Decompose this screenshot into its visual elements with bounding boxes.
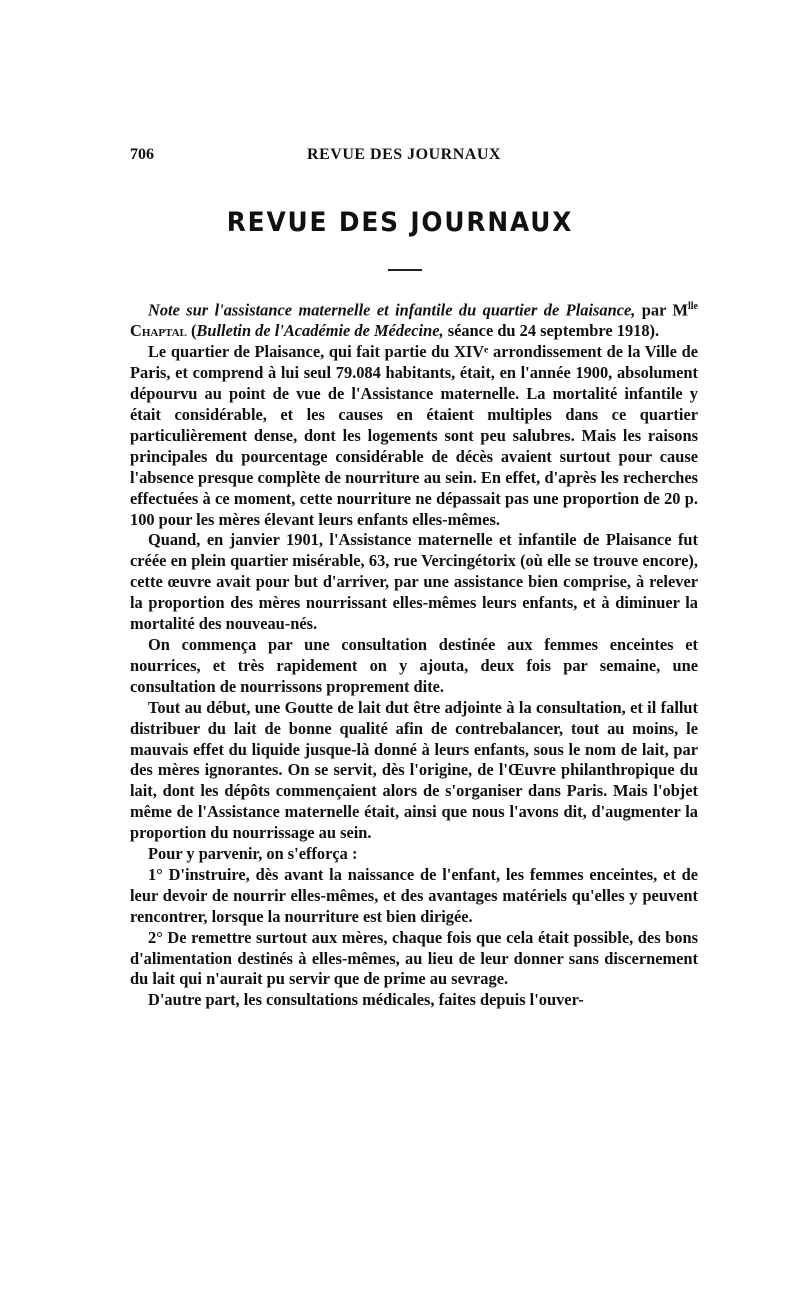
par-label: par M — [641, 300, 688, 320]
paragraph-2: Quand, en janvier 1901, l'Assistance maternelle et infantile de Plaisance fut créée en plein quartier misérable, 63, rue Vercingétorix (où elle se trouve encore), cette œuvre avait pour but d'arriver, par une assistance bien comprise, à relever la proportion des mères nourrissant elles-mêmes leurs enfants, et à diminuer la mortalité des nouveau-nés. — [130, 530, 698, 634]
paragraph-5: Pour y parvenir, on s'efforça : — [148, 844, 358, 864]
page-header — [130, 146, 678, 166]
bulletin-title: Bulletin de l'Académie de Médecine, — [196, 321, 444, 341]
article-body — [130, 297, 698, 1011]
page-number: 706 — [130, 146, 154, 163]
running-head: REVUE DES JOURNAUX — [307, 146, 501, 163]
paragraph-1: Le quartier de Plaisance, qui fait partie du XIVᵉ arrondissement de la Ville de Paris, et comprend à lui seul 79.084 habitants, était, en l'année 1900, absolument dépourvu au point de vue de l'Assistance maternelle. La mortalité infantile y était considérable, et les causes en étaient multiples dans ce quartier particulièrement dense, dont les logements sont peu salubres. Mais les raisons principales du pourcentage considérable de décès avaient surtout pour cause l'absence presque complète de nourriture au sein. En effet, d'après les recherches effectuées à ce moment, cette nourriture ne dépassait pas une proportion de 20 p. 100 pour les mères élevant leurs enfants elles-mêmes. — [130, 342, 698, 529]
title-divider — [388, 269, 422, 271]
note-title: Note sur l'assistance maternelle et infantile du quartier de Plaisance, — [148, 300, 636, 320]
paragraph-4: Tout au début, une Goutte de lait dut être adjointe à la consultation, et il fallut distribuer du lait de bonne qualité afin de contrebalancer, tout au moins, le mauvais effet du liquide jusque-là donné à leurs enfants, sous le nom de lait, par des mères ignorantes. On se servit, dès l'origine, de l'Œuvre philanthropique du lait, dont les dépôts commençaient alors de s'organiser dans Paris. Mais l'objet même de l'Assistance maternelle était, ainsi que nous l'avons dit, d'augmenter la proportion du nourrissage au sein. — [130, 697, 698, 843]
list-item-2: 2° De remettre surtout aux mères, chaque fois que cela était possible, des bons d'alimentation destinés à elles-mêmes, au lieu de leur donner sans discernement du lait qui n'aurait pu servir que de prime au sevrage. — [130, 927, 698, 989]
seance-date: séance du 24 septembre 1918). — [443, 321, 660, 341]
author-name: Chaptal — [130, 321, 187, 341]
article-citation — [130, 297, 698, 342]
paragraph-3: On commença par une consultation destinée aux femmes enceintes et nourrices, et très rapidement on y ajouta, deux fois par semaine, une consultation de nourrissons proprement dite. — [130, 634, 698, 696]
mlle-superscript: lle — [688, 301, 698, 312]
source-open: ( — [186, 321, 197, 341]
paragraph-6: D'autre part, les consultations médicales, faites depuis l'ouver- — [148, 990, 584, 1010]
list-item-1: 1° D'instruire, dès avant la naissance de l'enfant, les femmes enceintes, et de leur devoir de nourrir elles-mêmes, et des avantages matériels qu'elles y peuvent rencontrer, lorsque la nourriture est bien dirigée. — [130, 864, 698, 926]
section-title: REVUE DES JOURNAUX — [226, 207, 574, 238]
